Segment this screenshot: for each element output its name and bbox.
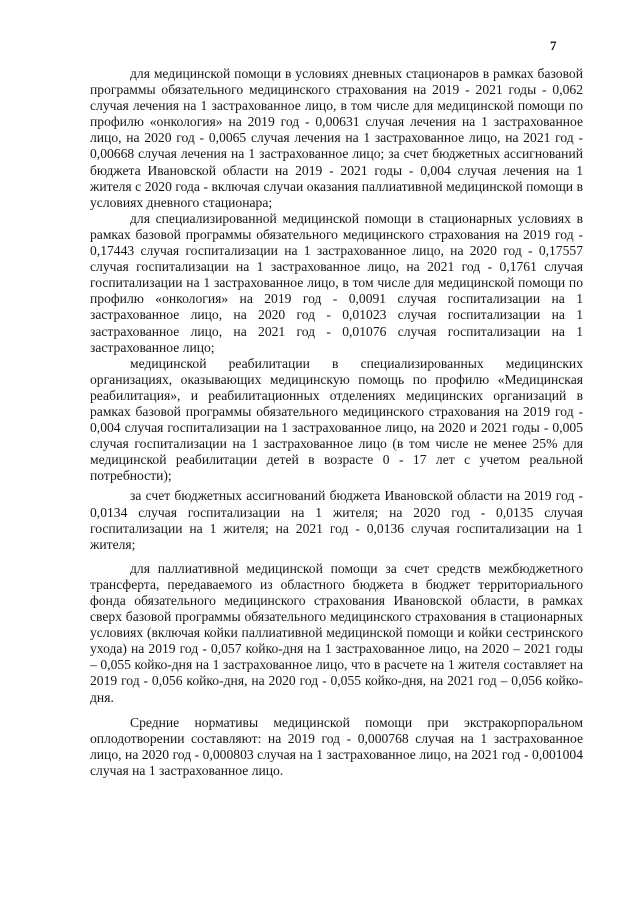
- paragraph-specialized-inpatient: для специализированной медицинской помощи в стационарных условиях в рамках базовой программы обязательного медицинского страхования на 2019 год - 0,17443 случая госпитализации на 1 застрахованное лицо, на 2020 год - 0,17557 случая госпитализации на 1 застрахованное лицо, на 2021 год - 0,1761 случая госпитализации на 1 застрахованное лицо, в том числе для медицинской помощи по профилю «онкология» на 2019 год - 0,0091 случая госпитализации на 1 застрахованное лицо, на 2020 год - 0,01023 случая госпитализации на 1 застрахованное лицо, на 2021 год - 0,01076 случая госпитализации на 1 застрахованное лицо;: [90, 210, 583, 355]
- page-number: 7: [550, 38, 557, 53]
- paragraph-ivf-norms: Средние нормативы медицинской помощи при экстракорпоральном оплодотворении составляют: на 2019 год - 0,000768 случая на 1 застрахованное лицо, на 2020 год - 0,000803 случая на 1 застрахованное лицо, на 2021 год - 0,001004 случая на 1 застрахованное лицо.: [90, 714, 583, 778]
- paragraph-medical-rehabilitation: медицинской реабилитации в специализированных медицинских организациях, оказывающих медицинскую помощь по профилю «Медицинская реабилитация», и реабилитационных отделениях медицинских организаций в рамках базовой программы обязательного медицинского страхования на 2019 год - 0,004 случая госпитализации на 1 застрахованное лицо, на 2020 и 2021 годы - 0,005 случая госпитализации на 1 застрахованное лицо (в том числе не менее 25% для медицинской реабилитации детей в возрасте 0 - 17 лет с учетом реальной потребности);: [90, 355, 583, 484]
- paragraph-day-hospital: для медицинской помощи в условиях дневных стационаров в рамках базовой программы обязательного медицинского страхования на 2019 - 2021 годы - 0,062 случая лечения на 1 застрахованное лицо, в том числе для медицинской помощи по профилю «онкология» на 2019 год - 0,00631 случая лечения на 1 застрахованное лицо, на 2020 год - 0,0065 случая лечения на 1 застрахованное лицо, на 2021 год - 0,00668 случая лечения на 1 застрахованное лицо; за счет бюджетных ассигнований бюджета Ивановской области на 2019 - 2021 годы - 0,004 случая лечения на 1 жителя с 2020 года - включая случаи оказания паллиативной медицинской помощи в условиях дневного стационара;: [90, 66, 583, 210]
- paragraph-palliative-care: для паллиативной медицинской помощи за счет средств межбюджетного трансферта, передаваемого из областного бюджета в бюджет территориального фонда обязательного медицинского страхования Ивановской области, в рамках сверх базовой программы обязательного медицинского страхования в стационарных условиях (включая койки паллиативной медицинской помощи и койки сестринского ухода) на 2019 год - 0,057 койко-дня на 1 застрахованное лицо, на 2020 – 2021 годы – 0,055 койко-дня на 1 застрахованное лицо, что в расчете на 1 жителя составляет на 2019 год - 0,056 койко-дня, на 2020 год - 0,055 койко-дня, на 2021 год – 0,056 койко-дня.: [90, 560, 583, 705]
- paragraph-regional-budget: за счет бюджетных ассигнований бюджета Ивановской области на 2019 год - 0,0134 случая госпитализации на 1 жителя; на 2020 год - 0,0135 случая госпитализации на 1 жителя; на 2021 год - 0,0136 случая госпитализации на 1 жителя;: [90, 488, 583, 552]
- document-body: [90, 66, 583, 779]
